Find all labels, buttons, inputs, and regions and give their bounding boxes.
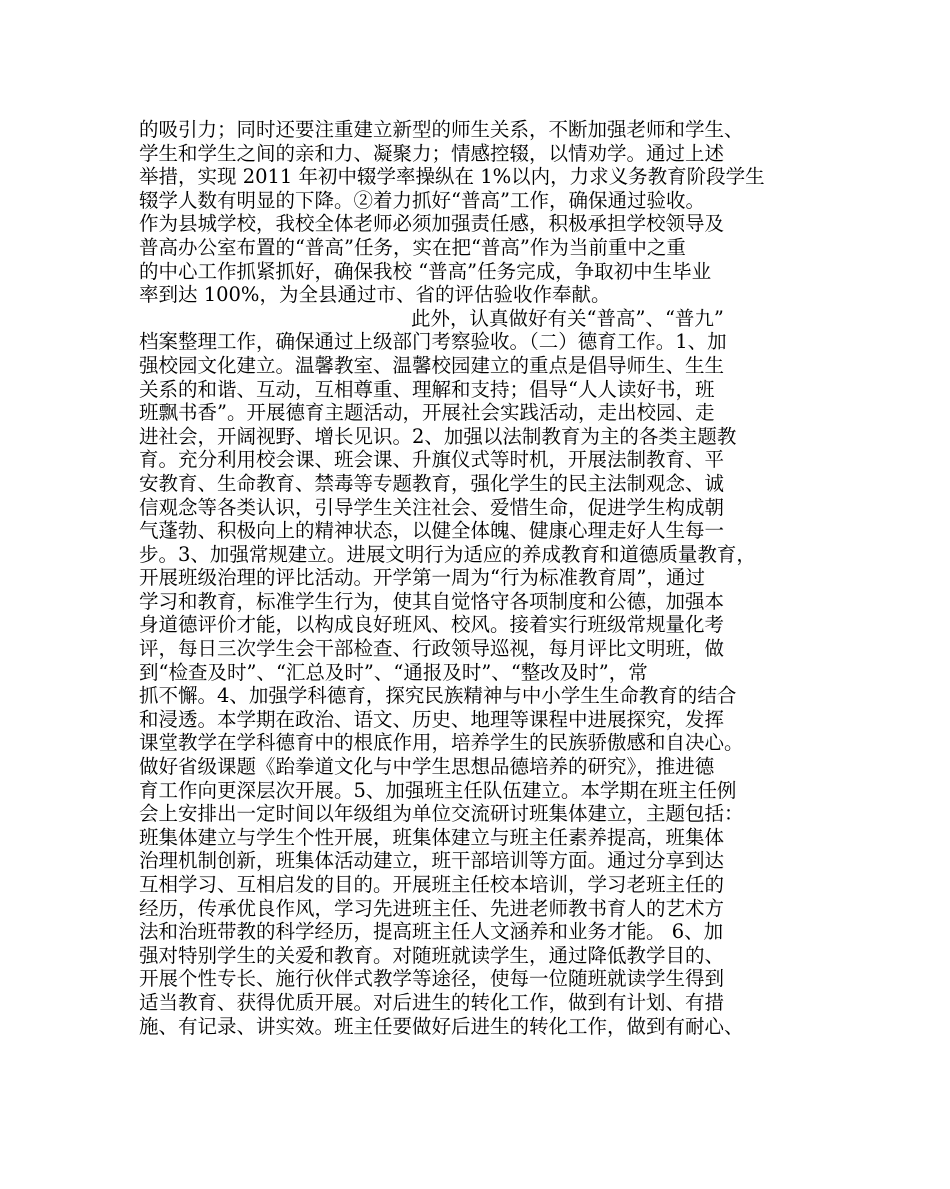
text-line: 安教育、生命教育、禁毒等专题教育，强化学生的民主法制观念、诚 <box>139 471 725 495</box>
text-line: 作为县城学校，我校全体老师必须加强责任感，积极承担学校领导及 <box>139 212 725 236</box>
text-line: 抓不懈。4、加强学科德育，探究民族精神与中小学生生命教育的结合 <box>139 684 737 708</box>
text-line: 治理机制创新，班集体活动建立，班干部培训等方面。通过分享到达 <box>139 849 725 873</box>
text-line: 施、有记录、讲实效。班主任要做好后进生的转化工作，做到有耐心、 <box>139 1014 744 1038</box>
text-line: 法和治班带教的科学经历，提高班主任人文涵养和业务才能。 6、加 <box>139 920 724 944</box>
text-line: 班集体建立与学生个性开展，班集体建立与班主任素养提高，班集体 <box>139 825 725 849</box>
text-line: 的吸引力；同时还要注重建立新型的师生关系，不断加强老师和学生、 <box>139 118 744 141</box>
text-line: 做好省级课题《跆拳道文化与中学生思想品德培养的研究》，推进德 <box>139 755 715 779</box>
text-line: 举措，实现 2011 年初中辍学率操纵在 1%以内，力求义务教育阶段学生 <box>139 165 765 189</box>
text-line: 气蓬勃、积极向上的精神状态，以健全体魄、健康心理走好人生每一 <box>139 519 725 543</box>
text-line: 评，每日三次学生会干部检查、行政领导巡视，每月评比文明班，做 <box>139 637 725 661</box>
text-line: 的中心工作抓紧抓好，确保我校 “普高”任务完成，争取初中生毕业 <box>139 259 712 283</box>
text-line: 育。充分利用校会课、班会课、升旗仪式等时机，开展法制教育、平 <box>139 448 725 472</box>
text-line: 和浸透。本学期在政治、语文、历史、地理等课程中进展探究，发挥 <box>139 707 725 731</box>
text-line: 进社会，开阔视野、增长见识。2、加强以法制教育为主的各类主题教 <box>139 424 737 448</box>
text-line: 开展班级治理的评比活动。开学第一周为“行为标准教育周”，通过 <box>139 566 705 590</box>
text-line: 率到达 100%，为全县通过市、省的评估验收作奉献。 <box>139 283 611 307</box>
text-line-indented: 此外，认真做好有关“普高”、“普九” <box>411 306 724 330</box>
text-line: 学生和学生之间的亲和力、凝聚力；情感控辍，以情劝学。通过上述 <box>139 141 725 165</box>
text-line: 适当教育、获得优质开展。对后进生的转化工作，做到有计划、有措 <box>139 990 725 1014</box>
text-line: 信观念等各类认识，引导学生关注社会、爱惜生命，促进学生构成朝 <box>139 495 725 519</box>
text-line: 班飘书香”。开展德育主题活动，开展社会实践活动，走出校园、走 <box>139 401 715 425</box>
text-line: 课堂教学在学科德育中的根底作用，培养学生的民族骄傲感和自决心。 <box>139 731 744 755</box>
text-line: 强对特别学生的关爱和教育。对随班就读学生，通过降低教学目的、 <box>139 943 725 967</box>
text-line: 育工作向更深层次开展。5、加强班主任队伍建立。本学期在班主任例 <box>139 778 737 802</box>
text-line: 身道德评价才能，以构成良好班风、校风。接着实行班级常规量化考 <box>139 613 725 637</box>
text-line: 普高办公室布置的“普高”任务，实在把“普高”作为当前重中之重 <box>139 235 686 259</box>
text-line: 关系的和谐、互动，互相尊重、理解和支持；倡导“人人读好书，班 <box>139 377 715 401</box>
text-line: 档案整理工作，确保通过上级部门考察验收。（二）德育工作。1、加 <box>139 330 727 354</box>
text-line: 辍学人数有明显的下降。②着力抓好“普高”工作，确保通过验收。 <box>139 188 705 212</box>
text-line: 会上安排出一定时间以年级组为单位交流研讨班集体建立，主题包括： <box>139 802 744 826</box>
text-line: 学习和教育，标准学生行为，使其自觉恪守各项制度和公德，加强本 <box>139 589 725 613</box>
text-line: 步。3、加强常规建立。进展文明行为适应的养成教育和道德质量教育， <box>139 542 756 566</box>
body-text <box>139 118 829 1038</box>
text-line: 开展个性专长、施行伙伴式教学等途径，使每一位随班就读学生得到 <box>139 967 725 991</box>
text-line: 到“检查及时”、“汇总及时”、“通报及时”、“整改及时”，常 <box>139 660 648 684</box>
text-line: 强校园文化建立。温馨教室、温馨校园建立的重点是倡导师生、生生 <box>139 353 725 377</box>
text-line: 互相学习、互相启发的目的。开展班主任校本培训，学习老班主任的 <box>139 873 725 896</box>
text-line: 经历，传承优良作风，学习先进班主任、先进老师教书育人的艺术方 <box>139 896 725 920</box>
